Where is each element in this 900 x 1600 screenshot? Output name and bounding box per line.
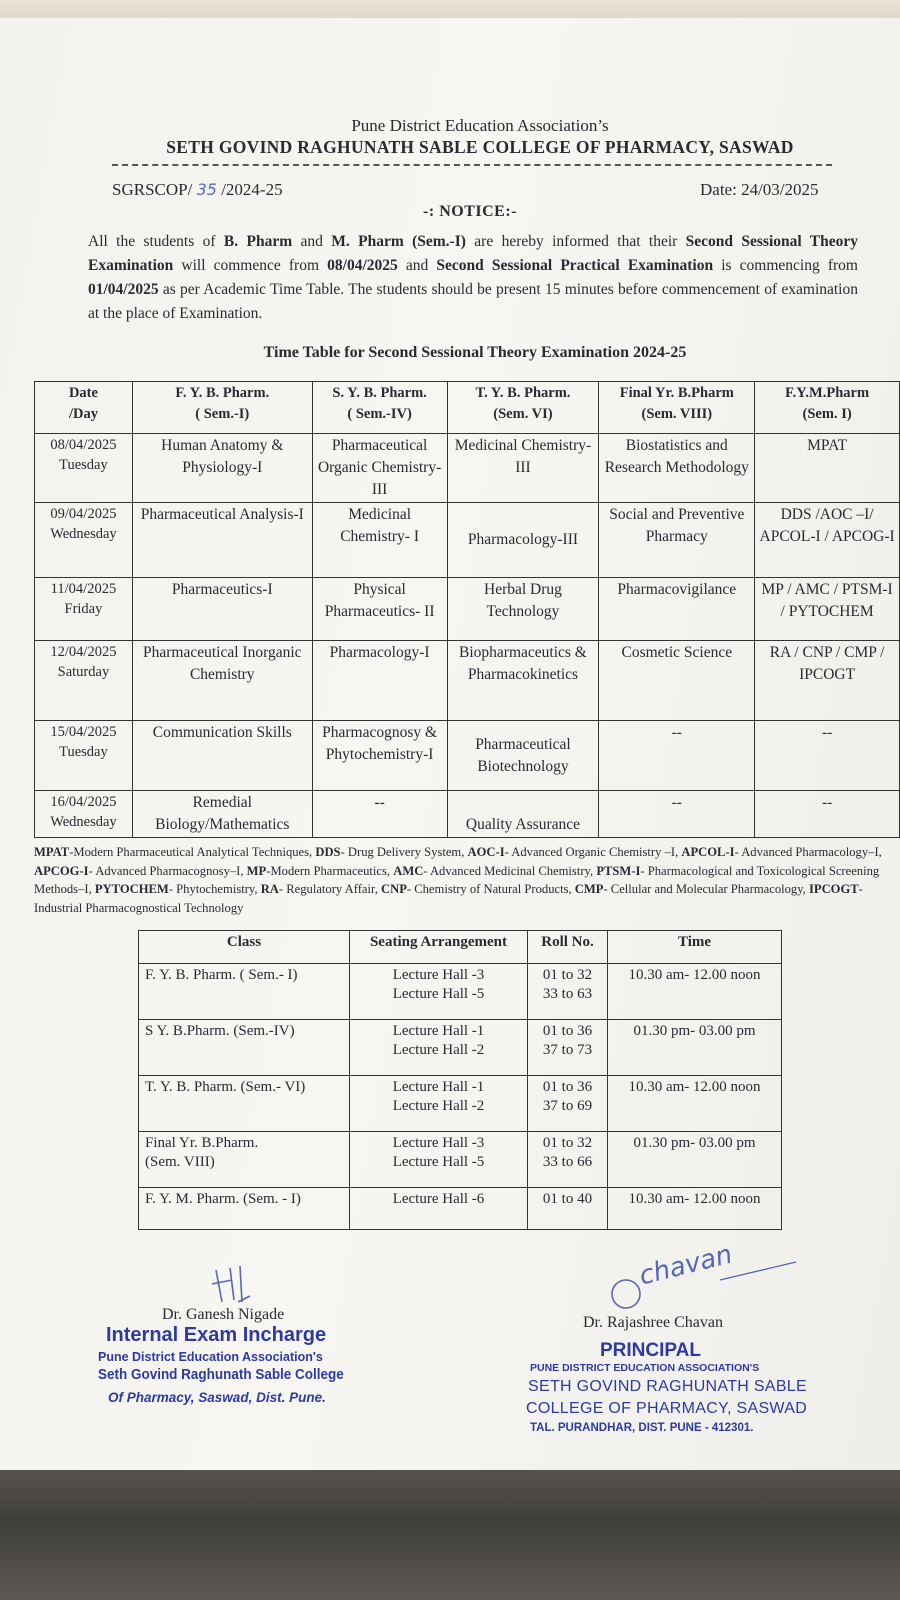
header-roll: Roll No. xyxy=(528,931,608,964)
subject-cell: MPAT xyxy=(755,434,900,503)
header-ty-bpharm: T. Y. B. Pharm. (Sem. VI) xyxy=(447,382,599,434)
table-row xyxy=(35,721,900,791)
principal-title: PRINCIPAL xyxy=(600,1340,701,1361)
reference-number xyxy=(112,180,283,200)
header-seating: Seating Arrangement xyxy=(350,931,528,964)
date-cell: 11/04/2025 Friday xyxy=(35,578,133,641)
subject-cell: Biostatistics and Research Methodology xyxy=(599,434,755,503)
date-cell: 15/04/2025 Tuesday xyxy=(35,721,133,791)
date-cell: 08/04/2025 Tuesday xyxy=(35,434,133,503)
subject-cell: Pharmacognosy & Phytochemistry-I xyxy=(312,721,447,791)
notice-practical-exam: Second Sessional Practical Examination xyxy=(436,257,714,274)
header-fy-bpharm: F. Y. B. Pharm. ( Sem.-I) xyxy=(132,382,312,434)
roll-cell: 01 to 36 37 to 73 xyxy=(528,1020,608,1076)
subject-cell: MP / AMC / PTSM-I / PYTOCHEM xyxy=(755,578,900,641)
roll-cell: 01 to 32 33 to 66 xyxy=(528,1132,608,1188)
subject-cell: Medicinal Chemistry- I xyxy=(312,503,447,578)
subject-cell: Physical Pharmaceutics- II xyxy=(312,578,447,641)
left-signature-scribble xyxy=(206,1262,256,1308)
time-cell: 01.30 pm- 03.00 pm xyxy=(608,1020,782,1076)
subject-cell: Pharmaceutical Inorganic Chemistry xyxy=(132,641,312,721)
notice-practical-date: 01/04/2025 xyxy=(88,281,159,298)
table-row xyxy=(139,1020,782,1076)
college-name: SETH GOVIND RAGHUNATH SABLE COLLEGE OF PHARMACY, SASWAD xyxy=(166,137,794,157)
notice-text: will commence from xyxy=(173,257,328,274)
seating-table xyxy=(138,930,782,1230)
incharge-stamp-line: Seth Govind Raghunath Sable College xyxy=(98,1367,344,1383)
hall-cell: Lecture Hall -3 Lecture Hall -5 xyxy=(350,964,528,1020)
class-cell: S Y. B.Pharm. (Sem.-IV) xyxy=(139,1020,350,1076)
subject-cell: Pharmaceutical Biotechnology xyxy=(447,721,599,791)
header-date: Date /Day xyxy=(35,382,133,434)
hall-cell: Lecture Hall -1 Lecture Hall -2 xyxy=(350,1076,528,1132)
abbreviations-legend: MPAT-Modern Pharmaceutical Analytical Techniques, DDS- Drug Delivery System, AOC-I- Advanced Organic Chemistry –I, APCOL-I- Advanced Pharmacology–I, APCOG-I- Advanced Pharmacognosy–I, MP-Modern Pharmaceutics, AMC- Advanced Medicinal Chemistry, PTSM-I- Pharmacological and Toxicological Screening Methods–I, PYTOCHEM- Phytochemistry, RA- Regulatory Affair, CNP- Chemistry of Natural Products, CMP- Cellular and Molecular Pharmacology, IPCOGT- Industrial Pharmacognostical Technology xyxy=(34,845,882,915)
subject-cell: Pharmaceutical Organic Chemistry-III xyxy=(312,434,447,503)
subject-cell: Social and Preventive Pharmacy xyxy=(599,503,755,578)
subject-cell: Pharmacology-I xyxy=(312,641,447,721)
roll-cell: 01 to 36 37 to 69 xyxy=(528,1076,608,1132)
table-row xyxy=(139,1132,782,1188)
notice-text: and xyxy=(292,233,332,250)
hall-cell: Lecture Hall -6 xyxy=(350,1188,528,1230)
header-divider xyxy=(112,164,832,166)
seating-header-row xyxy=(139,931,782,964)
header-sy-bpharm: S. Y. B. Pharm. ( Sem.-IV) xyxy=(312,382,447,434)
time-cell: 10.30 am- 12.00 noon xyxy=(608,964,782,1020)
incharge-title: Internal Exam Incharge xyxy=(106,1324,327,1346)
table-row xyxy=(139,1076,782,1132)
subject-cell: Pharmacology-III xyxy=(447,503,599,578)
principal-stamp-line: COLLEGE OF PHARMACY, SASWAD xyxy=(526,1400,808,1417)
subject-cell: -- xyxy=(312,791,447,838)
table-row xyxy=(35,503,900,578)
ref-suffix: /2024-25 xyxy=(221,180,283,199)
subject-cell: Pharmaceutics-I xyxy=(132,578,312,641)
notice-text: as per Academic Time Table. The students should be present 15 minutes before commencement of examination at the place of Examination. xyxy=(88,281,858,322)
notice-body xyxy=(88,230,858,326)
date-cell: 12/04/2025 Saturday xyxy=(35,641,133,721)
subject-cell: Pharmaceutical Analysis-I xyxy=(132,503,312,578)
principal-name: Dr. Rajashree Chavan xyxy=(583,1314,723,1331)
notice-heading: -: NOTICE:- xyxy=(423,203,517,220)
subject-cell: Pharmacovigilance xyxy=(599,578,755,641)
subject-cell: DDS /AOC –I/ APCOL-I / APCOG-I xyxy=(755,503,900,578)
table-row xyxy=(35,434,900,503)
subject-cell: Medicinal Chemistry- III xyxy=(447,434,599,503)
class-cell: F. Y. M. Pharm. (Sem. - I) xyxy=(139,1188,350,1230)
class-cell: F. Y. B. Pharm. ( Sem.- I) xyxy=(139,964,350,1020)
time-cell: 10.30 am- 12.00 noon xyxy=(608,1076,782,1132)
subject-cell: -- xyxy=(755,791,900,838)
notice-date: Date: 24/03/2025 xyxy=(700,180,819,199)
timetable xyxy=(34,381,900,838)
ref-handwritten-number: 35 xyxy=(196,180,217,199)
incharge-stamp-line: Pune District Education Association's xyxy=(98,1350,323,1364)
table-row xyxy=(139,964,782,1020)
table-row xyxy=(139,1188,782,1230)
notice-bpharm: B. Pharm xyxy=(223,233,293,250)
notice-text: All the students of xyxy=(88,233,224,250)
notice-text: is commencing from xyxy=(713,257,858,274)
header-fy-mpharm: F.Y.M.Pharm (Sem. I) xyxy=(755,382,900,434)
hall-cell: Lecture Hall -3 Lecture Hall -5 xyxy=(350,1132,528,1188)
timetable-header-row xyxy=(35,382,900,434)
subject-cell: -- xyxy=(599,721,755,791)
subject-cell: Remedial Biology/Mathematics xyxy=(132,791,312,838)
class-cell: T. Y. B. Pharm. (Sem.- VI) xyxy=(139,1076,350,1132)
subject-cell: Human Anatomy & Physiology-I xyxy=(132,434,312,503)
subject-cell: Biopharmaceutics & Pharmacokinetics xyxy=(447,641,599,721)
principal-signature: chavan xyxy=(636,1239,736,1292)
notice-text: and xyxy=(397,257,437,274)
timetable-title: Time Table for Second Sessional Theory Examination 2024-25 xyxy=(263,344,687,361)
incharge-name: Dr. Ganesh Nigade xyxy=(162,1306,285,1323)
class-cell: Final Yr. B.Pharm. (Sem. VIII) xyxy=(139,1132,350,1188)
table-row xyxy=(35,791,900,838)
association-name: Pune District Education Association’s xyxy=(351,116,609,135)
principal-stamp-line: PUNE DISTRICT EDUCATION ASSOCIATION'S xyxy=(530,1362,760,1374)
subject-cell: Herbal Drug Technology xyxy=(447,578,599,641)
subject-cell: Quality Assurance xyxy=(447,791,599,838)
roll-cell: 01 to 32 33 to 63 xyxy=(528,964,608,1020)
time-cell: 10.30 am- 12.00 noon xyxy=(608,1188,782,1230)
background-table-surface xyxy=(0,1470,900,1600)
notice-mpharm: M. Pharm (Sem.-I) xyxy=(331,233,466,250)
notice-theory-date: 08/04/2025 xyxy=(327,257,398,274)
notice-text: are hereby informed that their xyxy=(465,233,686,250)
notice-theory-exam: Second Sessional Theory Examination xyxy=(88,233,858,274)
hall-cell: Lecture Hall -1 Lecture Hall -2 xyxy=(350,1020,528,1076)
principal-stamp-line: TAL. PURANDHAR, DIST. PUNE - 412301. xyxy=(530,1422,754,1434)
incharge-stamp-line: Of Pharmacy, Saswad, Dist. Pune. xyxy=(108,1390,326,1405)
header-final-bpharm: Final Yr. B.Pharm (Sem. VIII) xyxy=(599,382,755,434)
subject-cell: RA / CNP / CMP / IPCOGT xyxy=(755,641,900,721)
header-time: Time xyxy=(608,931,782,964)
roll-cell: 01 to 40 xyxy=(528,1188,608,1230)
table-row xyxy=(35,641,900,721)
table-row xyxy=(35,578,900,641)
subject-cell: Communication Skills xyxy=(132,721,312,791)
header-class: Class xyxy=(139,931,350,964)
principal-stamp-line: SETH GOVIND RAGHUNATH SABLE xyxy=(528,1378,807,1395)
time-cell: 01.30 pm- 03.00 pm xyxy=(608,1132,782,1188)
ref-prefix: SGRSCOP/ xyxy=(112,180,193,199)
date-cell: 09/04/2025 Wednesday xyxy=(35,503,133,578)
subject-cell: -- xyxy=(599,791,755,838)
subject-cell: Cosmetic Science xyxy=(599,641,755,721)
subject-cell: -- xyxy=(755,721,900,791)
date-cell: 16/04/2025 Wednesday xyxy=(35,791,133,838)
